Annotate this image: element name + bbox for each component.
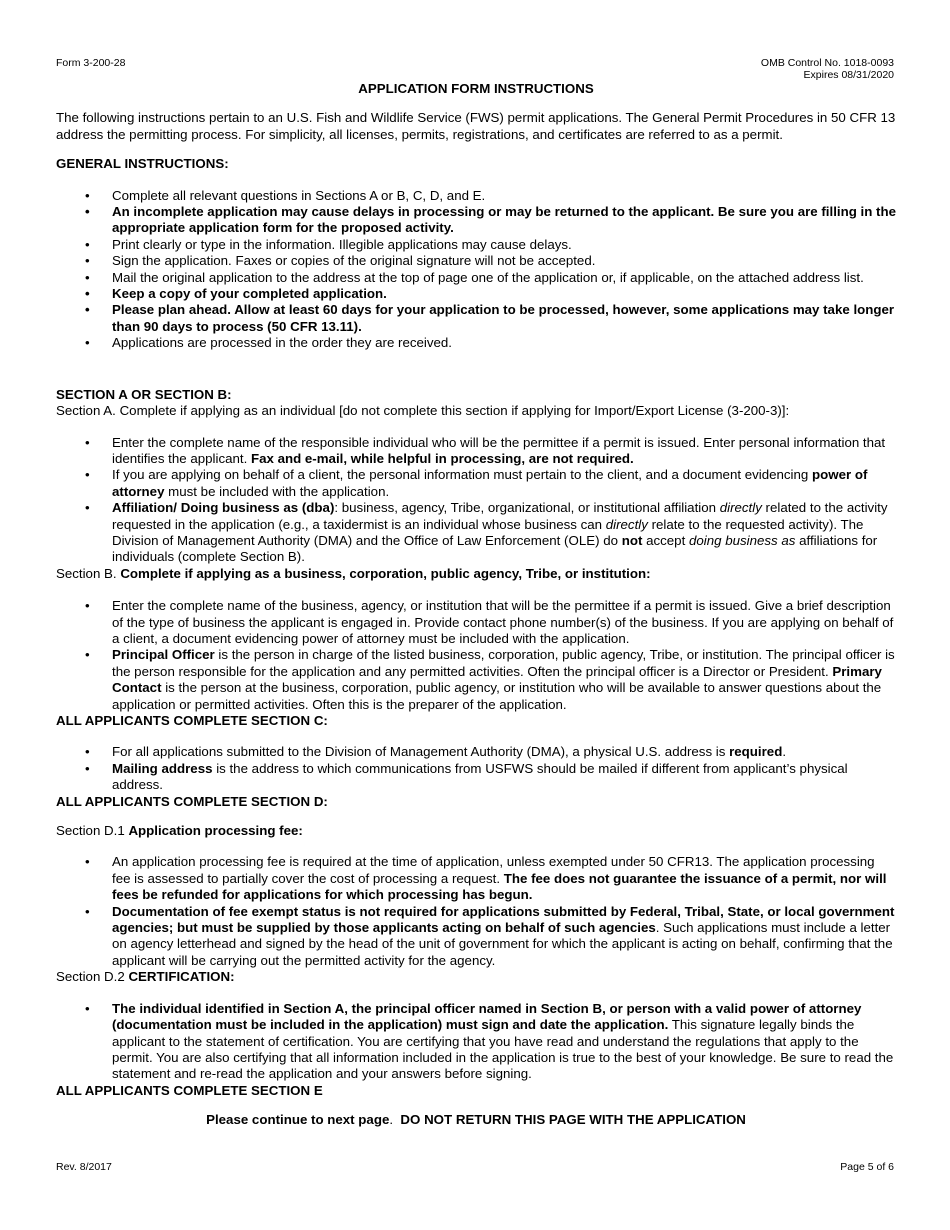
section-d2-list — [56, 1001, 896, 1083]
page-number: Page 5 of 6 — [840, 1161, 894, 1173]
instructions-content — [56, 81, 896, 1129]
omb-info — [761, 57, 894, 81]
general-instructions-list — [56, 188, 896, 352]
list-item: • Affiliation/ Doing business as (dba): business, agency, Tribe, organizational, or institutional affiliation directly related to the activity requested in the application (e.g., a taxidermist is an individual whose business can directly relate to the requested activity). The Division of Management Authority (DMA) and the Office of Law Enforcement (OLE) do not accept doing business as affiliations for individuals (complete Section B). — [112, 500, 896, 566]
section-ab-heading: SECTION A OR SECTION B: — [56, 386, 232, 402]
list-item: • For all applications submitted to the Division of Management Authority (DMA), a physical U.S. address is required. — [112, 744, 896, 760]
section-c-list — [56, 744, 896, 793]
section-a-list — [56, 435, 896, 566]
general-instructions-heading: GENERAL INSTRUCTIONS: — [56, 156, 229, 172]
omb-control-number: OMB Control No. 1018-0093 — [760, 57, 894, 69]
section-d2-title: Section D.2 CERTIFICATION: — [56, 969, 235, 985]
form-number: Form 3-200-28 — [56, 57, 126, 69]
list-item: • Mail the original application to the address at the top of page one of the application or, if applicable, on the attached address list. — [112, 270, 896, 286]
list-item: • An application processing fee is required at the time of application, unless exempted under 50 CFR13. The application processing fee is assessed to partially cover the cost of processing a request. The fee does not guarantee the issuance of a permit, nor will fees be refunded for applications for which processing has begun. — [112, 854, 896, 903]
page-title: APPLICATION FORM INSTRUCTIONS — [358, 81, 594, 96]
list-item: • Enter the complete name of the business, agency, or institution that will be the permittee if a permit is issued. Give a brief description of the type of business the applicant is engaged in. Provide contact phone number(s) of the business. If you are applying on behalf of a client, a document evidencing power of attorney must be included with the application. — [112, 598, 896, 647]
section-c-heading: ALL APPLICANTS COMPLETE SECTION C: — [56, 713, 328, 728]
list-item: • The individual identified in Section A, the principal officer named in Section B, or person with a valid power of attorney (documentation must be included in the application) must sign and date the application. This signature legally binds the applicant to the statement of certification. You are certifying that you have read and understand the regulations that apply to the permit. You are also certifying that all information included in the application is true to the best of your knowledge. Be sure to read the statement and re-read the application and your answers before signing. — [112, 1001, 896, 1083]
intro-paragraph: The following instructions pertain to an U.S. Fish and Wildlife Service (FWS) permit applications. The General Permit Procedures in 50 CFR 13 address the permitting process. For simplicity, all licenses, permits, registrations, and certificates are referred to as a permit. — [56, 110, 896, 142]
list-item: • An incomplete application may cause delays in processing or may be returned to the applicant. Be sure you are filling in the appropriate application form for the proposed activity. — [112, 204, 896, 237]
list-item: • Keep a copy of your completed application. — [112, 286, 896, 302]
list-item: • Principal Officer is the person in charge of the listed business, corporation, public agency, Tribe, or institution. The principal officer is the person responsible for the application and any permitted activities. Often the principal officer is a Director or President. Primary Contact is the person at the business, corporation, public agency, or institution who will be available to answer questions about the application or permitted activities. Often this is the preparer of the application. — [112, 647, 896, 713]
list-item: • Print clearly or type in the information. Illegible applications may cause delays. — [112, 237, 896, 253]
section-d-heading: ALL APPLICANTS COMPLETE SECTION D: — [56, 793, 328, 809]
revision-date: Rev. 8/2017 — [56, 1161, 112, 1173]
list-item: • Sign the application. Faxes or copies of the original signature will not be accepted. — [112, 253, 896, 269]
list-item: • Documentation of fee exempt status is not required for applications submitted by Federal, Tribal, State, or local government agencies; but must be supplied by those applicants acting on behalf of such agencies. Such applications must include a letter on agency letterhead and signed by the head of the unit of government for which the applicant is acting on behalf, confirming that the applicant will be carrying out the permitted activity for the agency. — [112, 904, 896, 970]
section-b-intro: Section B. Complete if applying as a business, corporation, public agency, Tribe, or institution: — [56, 565, 651, 581]
list-item: • Please plan ahead. Allow at least 60 days for your application to be processed, however, some applications may take longer than 90 days to process (50 CFR 13.11). — [112, 302, 896, 335]
section-a-intro: Section A. Complete if applying as an individual [do not complete this section if applying for Import/Export License (3-200-3)]: — [56, 403, 790, 419]
list-item: • Applications are processed in the order they are received. — [112, 335, 896, 351]
section-d1-title: Section D.1 Application processing fee: — [56, 823, 303, 839]
list-item: • Mailing address is the address to which communications from USFWS should be mailed if different from applicant’s physical address. — [112, 761, 896, 794]
section-d1-list — [56, 854, 896, 969]
section-e-heading: ALL APPLICANTS COMPLETE SECTION E — [56, 1082, 323, 1098]
list-item: • Complete all relevant questions in Sections A or B, C, D, and E. — [112, 188, 896, 204]
section-b-list — [56, 598, 896, 713]
list-item: • Enter the complete name of the responsible individual who will be the permittee if a permit is issued. Enter personal information that identifies the applicant. Fax and e-mail, while helpful in processing, are not required. — [112, 435, 896, 468]
list-item: • If you are applying on behalf of a client, the personal information must pertain to the client, and a document evidencing power of attorney must be included with the application. — [112, 467, 896, 500]
expiration-date: Expires 08/31/2020 — [803, 69, 894, 81]
continue-note: Please continue to next page. DO NOT RETURN THIS PAGE WITH THE APPLICATION — [206, 1112, 746, 1128]
